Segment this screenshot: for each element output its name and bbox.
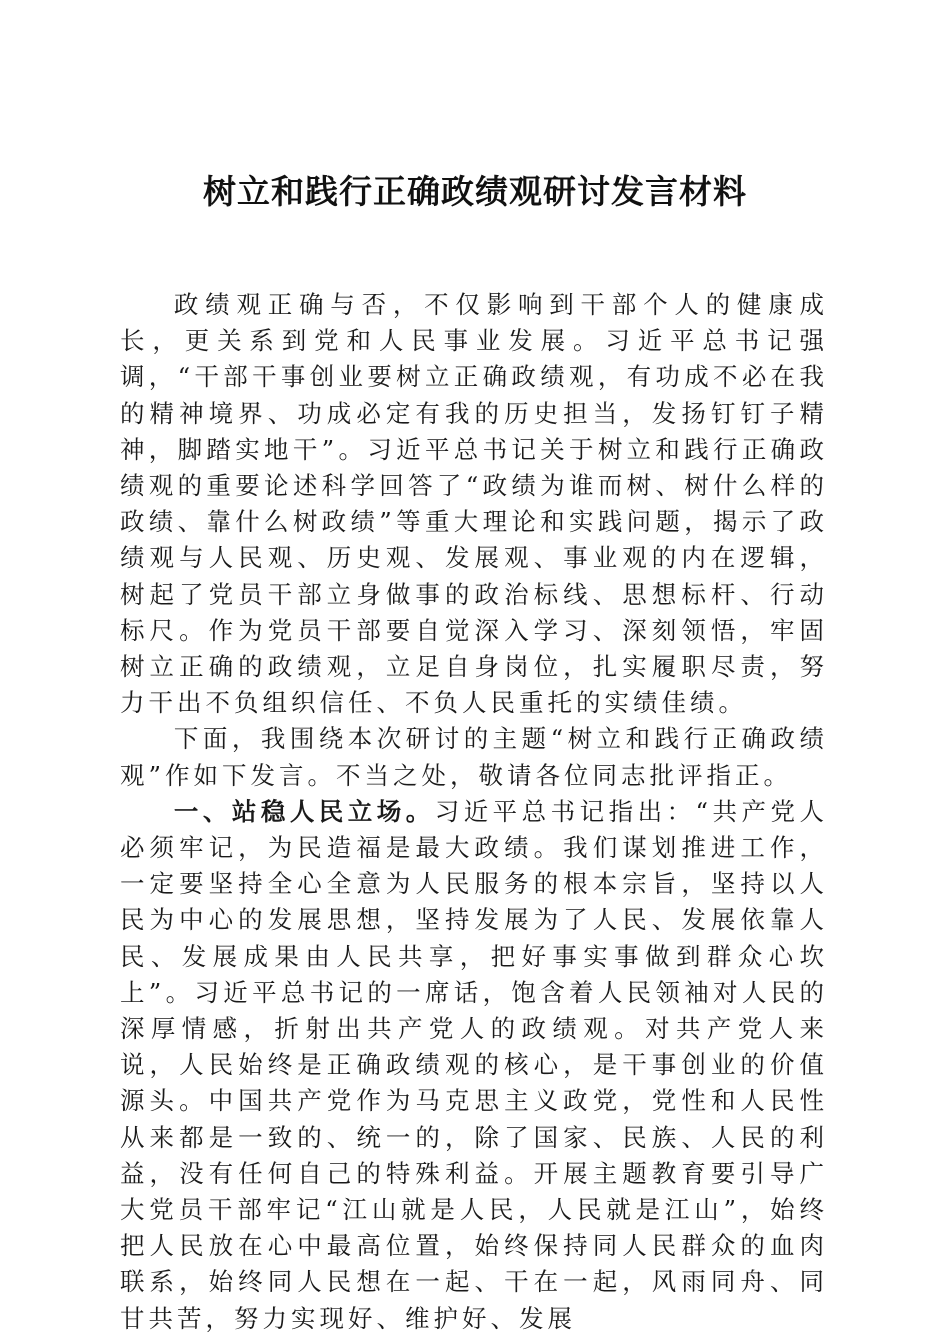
section-text: 习近平总书记指出：“共产党人必须牢记，为民造福是最大政绩。我们谋划推进工作，一定要坚持全心全意为人民服务的根本宗旨，坚持以人民为中心的发展思想，坚持发展为了人民、发展依靠人民、发展成果由人民共享，把好事实事做到群众心坎上”。习近平总书记的一席话，饱含着人民领袖对人民的深厚情感，折射出共产党人的政绩观。对共产党人来说，人民始终是正确政绩观的核心，是干事创业的价值源头。中国共产党作为马克思主义政党，党性和人民性从来都是一致的、统一的，除了国家、民族、人民的利益，没有任何自己的特殊利益。开展主题教育要引导广大党员干部牢记“江山就是人民，人民就是江山”，始终把人民放在心中最高位置，始终保持同人民群众的血肉联系，始终同人民想在一起、干在一起，风雨同舟、同甘共苦，努力实现好、维护好、发展 <box>120 796 828 1333</box>
section-heading: 一、站稳人民立场。 <box>173 796 435 826</box>
paragraph-section-1 <box>120 794 828 1337</box>
paragraph-transition: 下面，我围绕本次研讨的主题“树立和践行正确政绩观”作如下发言。不当之处，敬请各位同志批评指正。 <box>120 724 828 790</box>
document-title: 树立和践行正确政绩观研讨发言材料 <box>203 172 747 211</box>
document-body <box>120 287 828 1337</box>
paragraph-intro: 政绩观正确与否，不仅影响到干部个人的健康成长，更关系到党和人民事业发展。习近平总书记强调，“干部干事创业要树立正确政绩观，有功成不必在我的精神境界、功成必定有我的历史担当，发扬钉钉子精神，脚踏实地干”。习近平总书记关于树立和践行正确政绩观的重要论述科学回答了“政绩为谁而树、树什么样的政绩、靠什么树政绩”等重大理论和实践问题，揭示了政绩观与人民观、历史观、发展观、事业观的内在逻辑，树起了党员干部立身做事的政治标线、思想标杆、行动标尺。作为党员干部要自觉深入学习、深刻领悟，牢固树立正确的政绩观，立足自身岗位，扎实履职尽责，努力干出不负组织信任、不负人民重托的实绩佳绩。 <box>120 290 828 718</box>
